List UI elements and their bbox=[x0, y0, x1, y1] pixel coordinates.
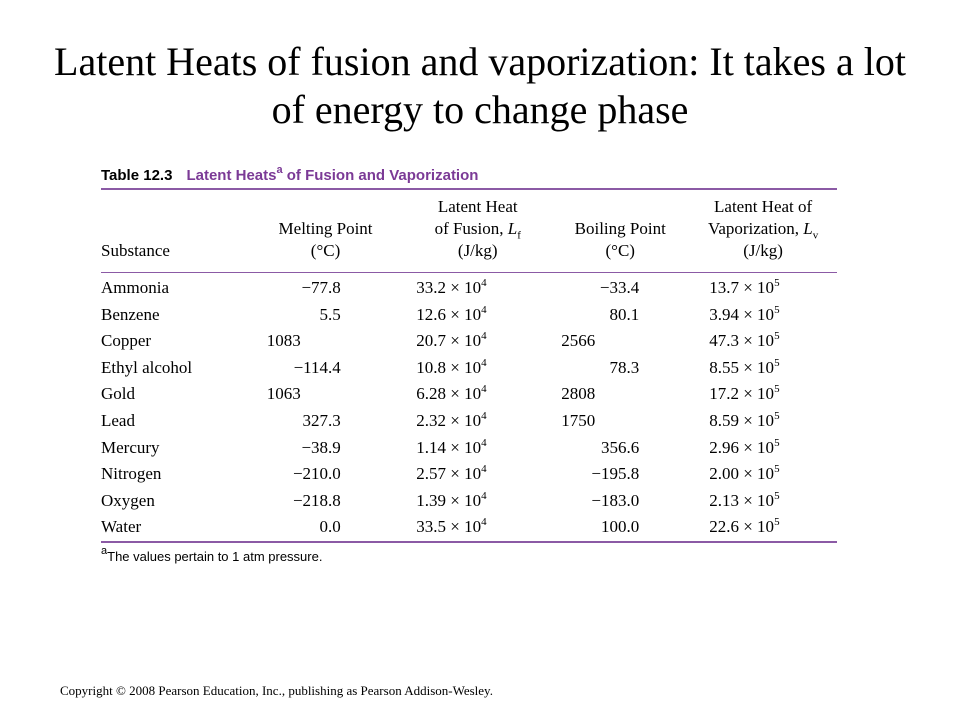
cell-latent-heat-fusion: $33.2 \times 10^4$ bbox=[416, 277, 487, 297]
cell-latent-heat-vaporization: $13.7 \times 10^5$ bbox=[709, 277, 780, 297]
table-row bbox=[101, 273, 837, 302]
cell-latent-heat-vaporization: $3.94 \times 10^5$ bbox=[709, 303, 780, 324]
cell-melting-point: 327.3 bbox=[302, 410, 341, 430]
cell-latent-heat-fusion: $10.8 \times 10^4$ bbox=[416, 356, 487, 377]
cell-melting-point: −38.9 bbox=[301, 437, 341, 457]
table-label: Table 12.3 bbox=[101, 167, 173, 184]
cell-boiling-point: −195.8 bbox=[591, 464, 640, 484]
cell-substance: Benzene bbox=[101, 304, 160, 324]
table-row bbox=[101, 435, 837, 462]
cell-latent-heat-vaporization: $2.00 \times 10^5$ bbox=[709, 463, 780, 484]
table-caption bbox=[101, 164, 837, 188]
table-bottom-rule bbox=[101, 541, 837, 543]
cell-boiling-point: −33.4 bbox=[599, 278, 640, 297]
cell-substance: Nitrogen bbox=[101, 464, 162, 484]
table-body bbox=[101, 273, 837, 541]
cell-latent-heat-vaporization: $47.3 \times 10^5$ bbox=[709, 330, 780, 351]
cell-substance: Oxygen bbox=[101, 490, 155, 510]
table-row bbox=[101, 328, 837, 355]
cell-boiling-point: 100.0 bbox=[600, 517, 640, 537]
cell-latent-heat-fusion: $6.28 \times 10^4$ bbox=[416, 383, 487, 404]
cell-latent-heat-vaporization: $17.2 \times 10^5$ bbox=[709, 383, 780, 404]
header-boiling-point: Boiling Point (°C) bbox=[574, 219, 666, 260]
cell-boiling-point: 1750 bbox=[561, 410, 596, 430]
table-header bbox=[101, 190, 837, 273]
cell-melting-point: 5.5 bbox=[319, 304, 341, 324]
cell-latent-heat-vaporization: $8.55 \times 10^5$ bbox=[709, 356, 780, 377]
cell-boiling-point: 2808 bbox=[561, 384, 596, 404]
cell-latent-heat-fusion: $1.39 \times 10^4$ bbox=[416, 489, 487, 510]
cell-melting-point: −218.8 bbox=[292, 490, 341, 510]
cell-latent-heat-fusion: $12.6 \times 10^4$ bbox=[416, 303, 487, 324]
cell-melting-point: −210.0 bbox=[292, 464, 341, 484]
cell-substance: Ethyl alcohol bbox=[101, 357, 193, 377]
table-row bbox=[101, 488, 837, 515]
cell-latent-heat-fusion: $2.32 \times 10^4$ bbox=[416, 409, 487, 430]
table-row bbox=[101, 408, 837, 435]
cell-substance: Mercury bbox=[101, 437, 160, 457]
cell-latent-heat-fusion: $20.7 \times 10^4$ bbox=[416, 330, 487, 351]
slide-title: Latent Heats of fusion and vaporization: It takes a lot of energy to change phase bbox=[54, 39, 906, 132]
table-row bbox=[101, 461, 837, 488]
cell-boiling-point: 78.3 bbox=[609, 357, 640, 377]
table-title: Latent Heats$^a$ of Fusion and Vaporization bbox=[186, 164, 479, 184]
cell-melting-point: −114.4 bbox=[293, 357, 341, 377]
latent-heats-table bbox=[101, 164, 837, 564]
header-latent-heat-fusion: Latent Heat of Fusion, $L_f$ (J/kg) bbox=[434, 197, 521, 260]
cell-boiling-point: 356.6 bbox=[600, 437, 640, 457]
cell-substance: Copper bbox=[101, 331, 152, 351]
cell-boiling-point: 80.1 bbox=[609, 304, 640, 324]
table-row bbox=[101, 381, 837, 408]
cell-substance: Lead bbox=[101, 410, 135, 430]
cell-melting-point: 0.0 bbox=[319, 517, 341, 537]
cell-boiling-point: 2566 bbox=[561, 331, 596, 351]
cell-substance: Ammonia bbox=[101, 278, 169, 297]
cell-latent-heat-fusion: $33.5 \times 10^4$ bbox=[416, 516, 487, 537]
cell-latent-heat-vaporization: $22.6 \times 10^5$ bbox=[709, 516, 780, 537]
cell-substance: Gold bbox=[101, 384, 135, 404]
cell-latent-heat-fusion: $1.14 \times 10^4$ bbox=[416, 436, 487, 457]
cell-substance: Water bbox=[101, 517, 142, 537]
cell-latent-heat-vaporization: $2.13 \times 10^5$ bbox=[709, 489, 780, 510]
cell-latent-heat-vaporization: $8.59 \times 10^5$ bbox=[709, 409, 780, 430]
header-melting-point: Melting Point (°C) bbox=[278, 219, 373, 260]
cell-latent-heat-vaporization: $2.96 \times 10^5$ bbox=[709, 436, 780, 457]
cell-latent-heat-fusion: $2.57 \times 10^4$ bbox=[416, 463, 487, 484]
cell-melting-point: 1083 bbox=[266, 331, 301, 351]
table-row bbox=[101, 514, 837, 541]
cell-melting-point: −77.8 bbox=[301, 278, 341, 297]
table-footnote: $^a$The values pertain to 1 atm pressure. bbox=[101, 544, 323, 564]
cell-boiling-point: −183.0 bbox=[591, 490, 640, 510]
header-substance: Substance bbox=[101, 241, 170, 260]
table-row bbox=[101, 302, 837, 329]
table-row bbox=[101, 355, 837, 382]
data-table bbox=[101, 190, 837, 541]
copyright-notice: Copyright © 2008 Pearson Education, Inc., publishing as Pearson Addison-Wesley. bbox=[60, 683, 493, 698]
cell-melting-point: 1063 bbox=[266, 384, 301, 404]
header-latent-heat-vaporization: Latent Heat of Vaporization, $L_v$ (J/kg) bbox=[707, 197, 819, 260]
